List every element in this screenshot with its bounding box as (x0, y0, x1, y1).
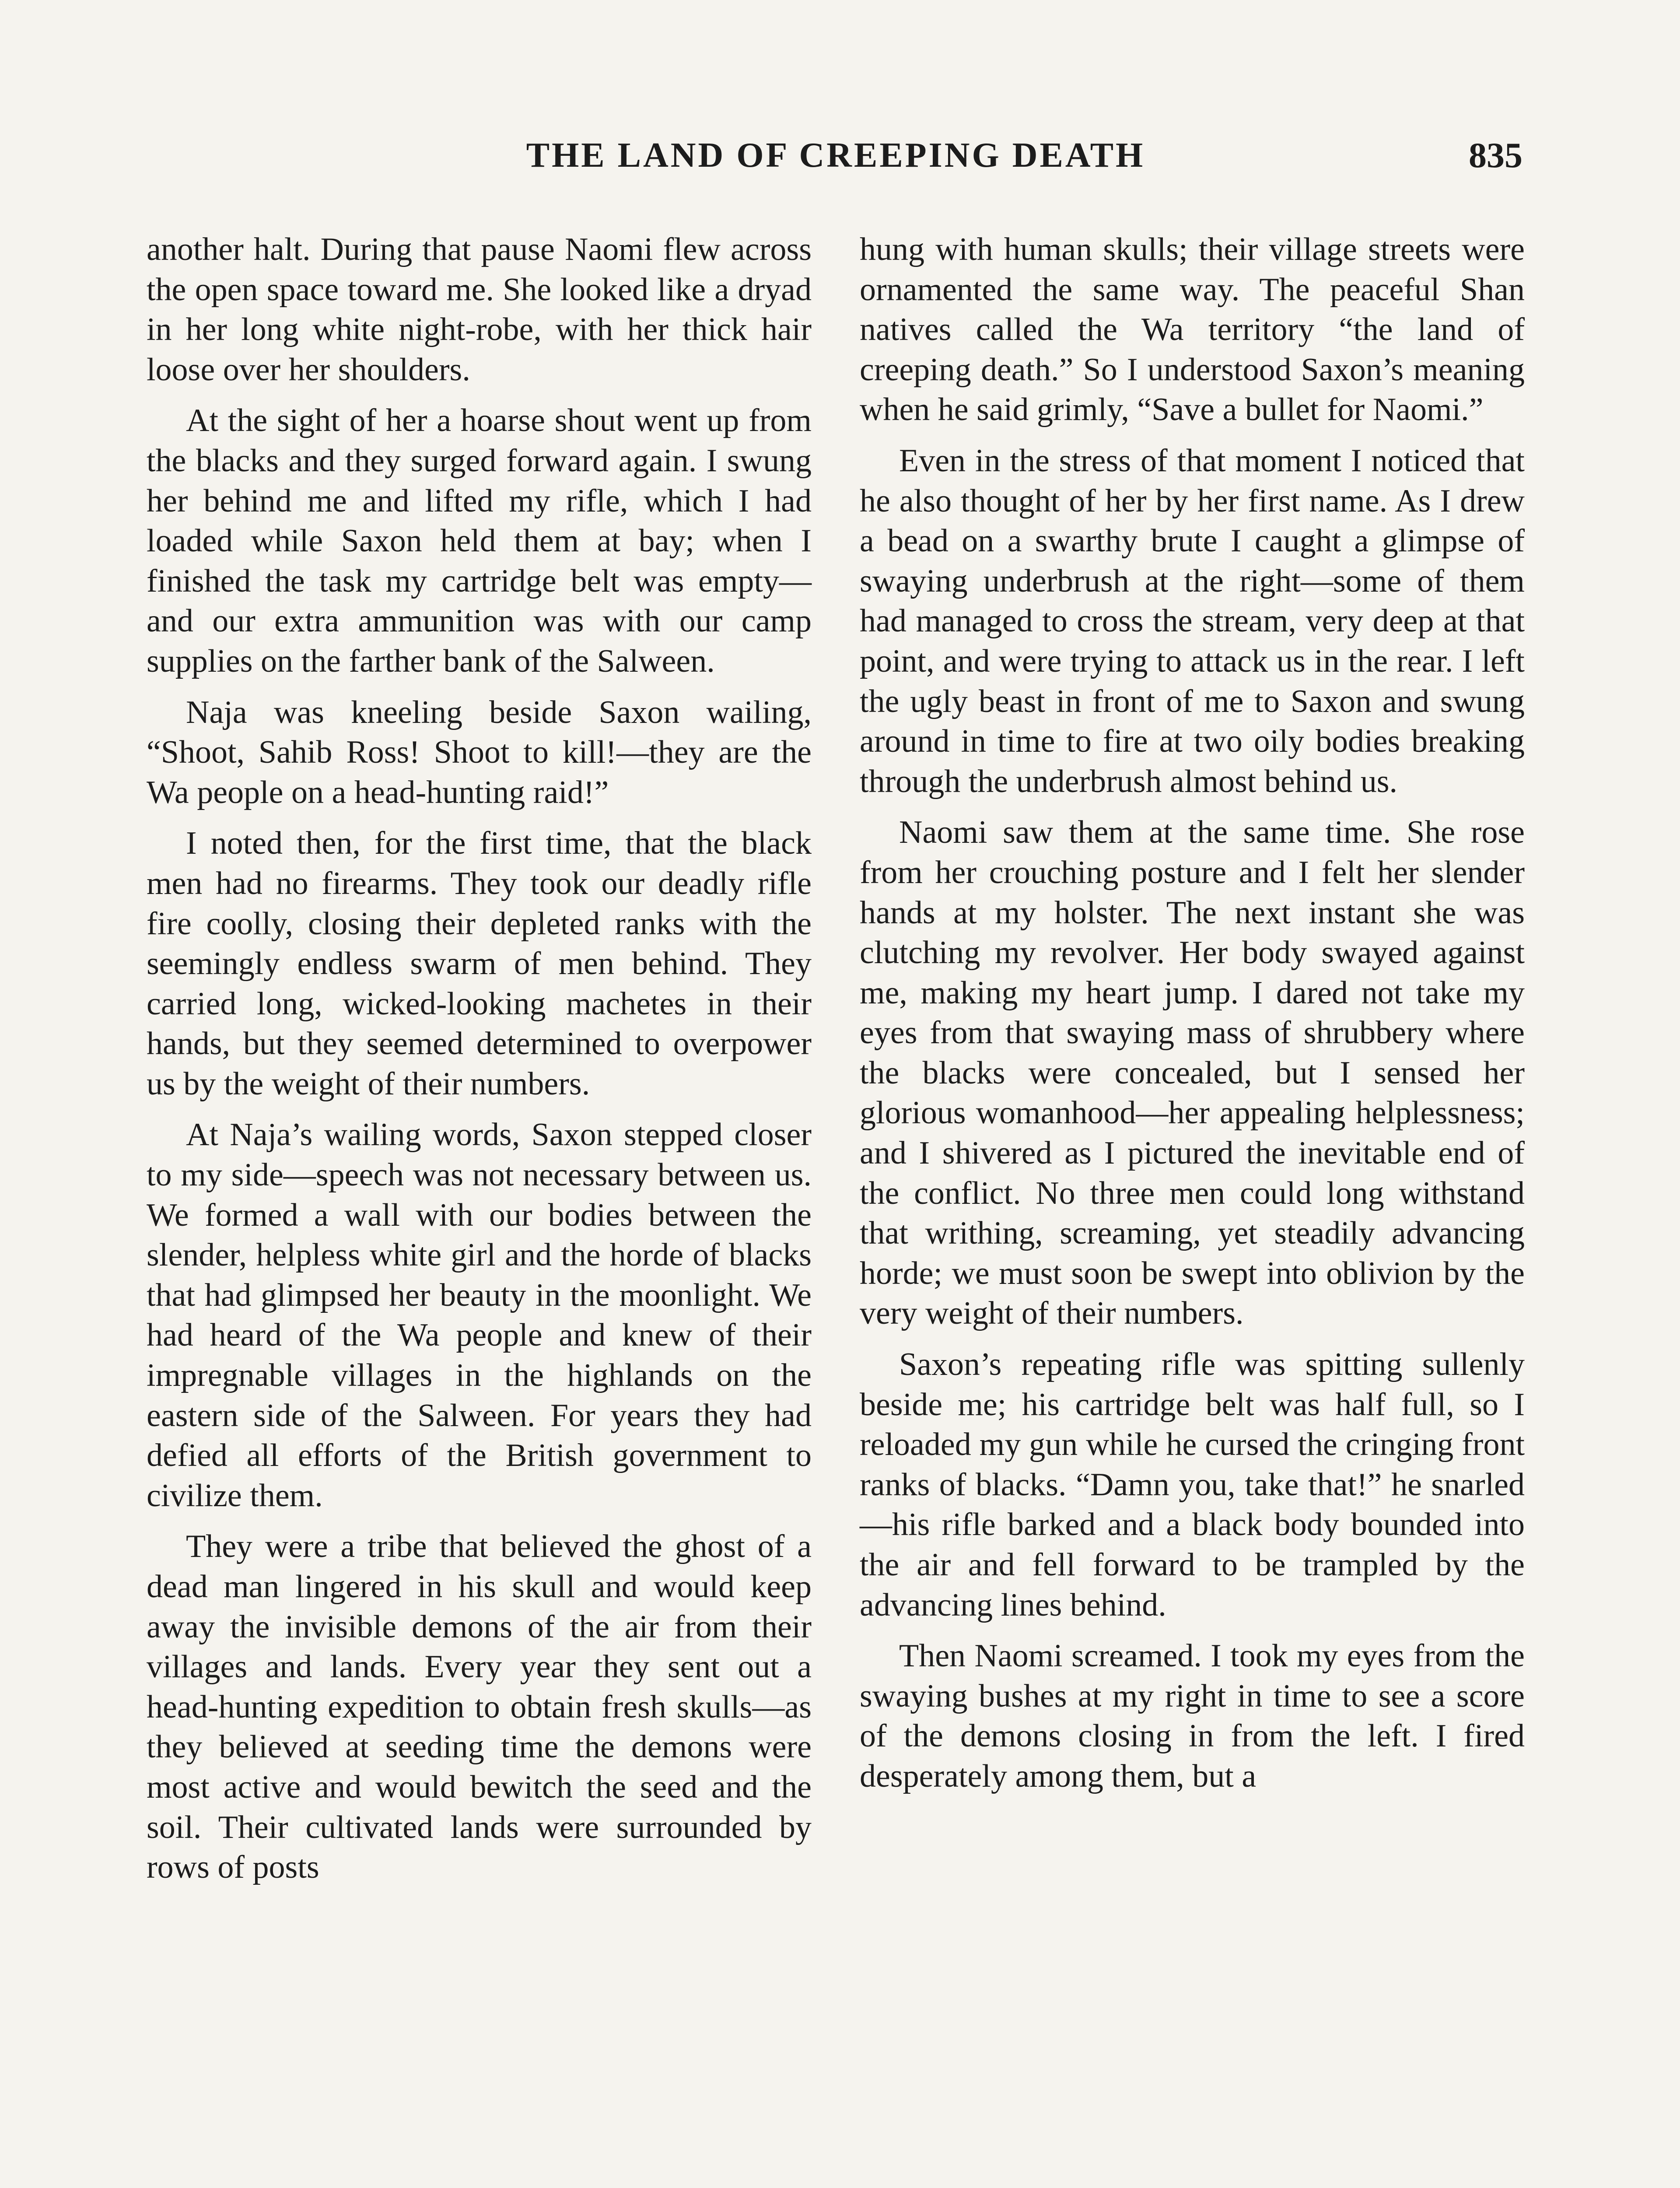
page-number: 835 (1469, 135, 1522, 175)
paragraph: Even in the stress of that moment I noticed that he also thought of her by her first name. As I drew a bead on a swarthy brute I caught a glimpse of swaying underbrush at the right—some of them had managed to cross the stream, very deep at that point, and were trying to attack us in the rear. I left the ugly beast in front of me to Saxon and swung around in time to fire at two oily bodies breaking through the underbrush almost behind us. (860, 442, 1525, 799)
left-column (147, 230, 812, 1888)
paragraph: hung with human skulls; their village streets were ornamented the same way. The peaceful Shan natives called the Wa territory “the land of creeping death.” So I understood Saxon’s meaning when he said grimly, “Save a bullet for Naomi.” (860, 231, 1525, 428)
paragraph: Naomi saw them at the same time. She rose from her crouching posture and I felt her slender hands at my holster. The next instant she was clutching my revolver. Her body swayed against me, making my heart jump. I dared not take my eyes from that swaying mass of shrubbery where the blacks were concealed, but I sensed her glorious womanhood—her appealing helplessness; and I shivered as I pictured the inevitable end of the conflict. No three men could long withstand that writhing, screaming, yet steadily advancing horde; we must soon be swept into oblivion by the very weight of their numbers. (860, 814, 1525, 1332)
running-header (149, 131, 1522, 179)
paragraph: I noted then, for the first time, that the black men had no firearms. They took our deadly rifle fire coolly, closing their depleted ranks with the seemingly endless swarm of men behind. They carried long, wicked-looking machetes in their hands, but they seemed determined to overpower us by the weight of their numbers. (147, 825, 812, 1102)
paragraph: At Naja’s wailing words, Saxon stepped closer to my side—speech was not necessary between us. We formed a wall with our bodies between the slender, helpless white girl and the horde of blacks that had glimpsed her beauty in the moonlight. We had heard of the Wa people and knew of their impregnable villages in the highlands on the eastern side of the Salween. For years they had defied all efforts of the British government to civilize them. (147, 1117, 812, 1514)
paragraph: another halt. During that pause Naomi flew across the open space toward me. She looked like a dryad in her long white night-robe, with her thick hair loose over her shoulders. (147, 231, 812, 388)
paragraph: At the sight of her a hoarse shout went up from the blacks and they surged forward again. I swung her behind me and lifted my rifle, which I had loaded while Saxon held them at bay; when I finished the task my cartridge belt was empty—and our extra ammunition was with our camp supplies on the farther bank of the Salween. (147, 403, 812, 679)
right-column (860, 230, 1525, 1797)
paragraph: Saxon’s repeating rifle was spitting sullenly beside me; his cartridge belt was half full, so I reloaded my gun while he cursed the cringing front ranks of blacks. “Damn you, take that!” he snarled—his rifle barked and a black body bounded into the air and fell forward to be trampled by the advancing lines behind. (860, 1346, 1525, 1623)
paragraph: Then Naomi screamed. I took my eyes from the swaying bushes at my right in time to see a score of the demons closing in from the left. I fired desperately among them, but a (860, 1638, 1525, 1794)
chapter-title: THE LAND OF CREEPING DEATH (526, 136, 1145, 175)
paragraph: They were a tribe that believed the ghost of a dead man lingered in his skull and would keep away the invisible demons of the air from their villages and lands. Every year they sent out a head-hunting expedition to obtain fresh skulls—as they believed at seeding time the demons were most active and would bewitch the seed and the soil. Their cultivated lands were surrounded by rows of posts (147, 1529, 812, 1886)
paragraph: Naja was kneeling beside Saxon wailing, “Shoot, Sahib Ross! Shoot to kill!—they are the Wa people on a head-hunting raid!” (147, 694, 812, 810)
